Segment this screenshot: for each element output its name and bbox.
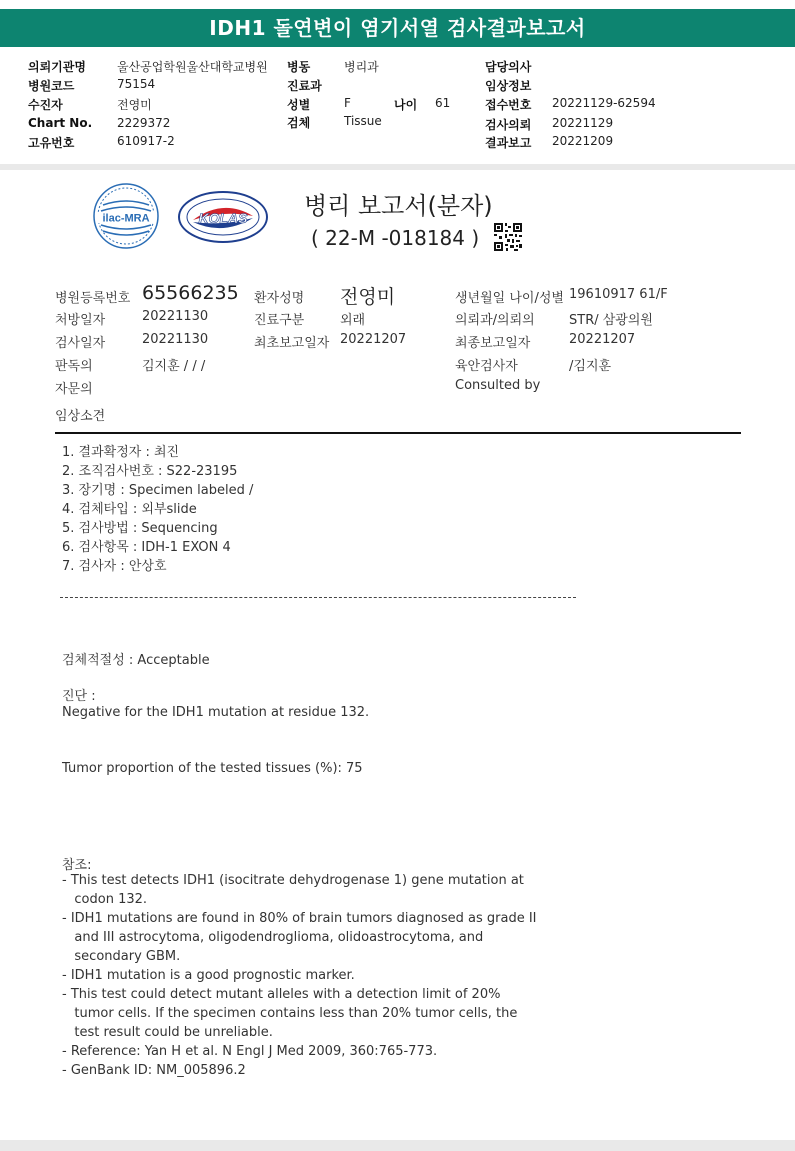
value-pathologist: 김지훈 / / / [142, 359, 206, 374]
ilac-logo-text: ilac-MRA [102, 212, 150, 225]
header-divider [0, 164, 795, 170]
label-prescription-date: 처방일자 [55, 313, 106, 328]
reference-line: - This test detects IDH1 (isocitrate dehydrogenase 1) gene mutation at [62, 873, 524, 888]
header-value-age: 61 [435, 96, 451, 110]
header-label-hospital-code: 병원코드 [28, 79, 75, 93]
header-value-request-date: 20221129 [552, 116, 614, 130]
reference-line: secondary GBM. [62, 949, 181, 964]
header-label-sex: 성별 [287, 98, 311, 112]
header-value-specimen: Tissue [344, 114, 382, 128]
header-label-request-date: 검사의뢰 [485, 118, 532, 132]
header-label-ward: 병동 [287, 60, 311, 74]
label-consulted-by: Consulted by [455, 378, 541, 393]
value-referring-dept: STR/ 삼광의원 [569, 313, 653, 328]
value-patient-name: 전영미 [340, 286, 396, 308]
header-label-institution: 의뢰기관명 [28, 60, 86, 74]
footer-bar [0, 1140, 795, 1151]
item-result-confirmer: 1. 결과확정자 : 최진 [62, 445, 180, 460]
section-divider [55, 432, 741, 434]
label-test-date: 검사일자 [55, 336, 106, 351]
label-registration-no: 병원등록번호 [55, 291, 131, 306]
ilac-mra-logo [93, 183, 159, 249]
kolas-logo-text: KOLAS [198, 210, 248, 226]
reference-line: - GenBank ID: NM_005896.2 [62, 1063, 246, 1078]
reference-line: - IDH1 mutation is a good prognostic marker. [62, 968, 355, 983]
item-tester: 7. 검사자 : 안상호 [62, 559, 167, 574]
label-visit-type: 진료구분 [254, 313, 305, 328]
header-value-chart-no: 2229372 [117, 116, 171, 130]
diagnosis-text: Negative for the IDH1 mutation at residue 132. [62, 705, 370, 720]
reference-title: 참조: [62, 858, 92, 873]
specimen-adequacy: 검체적절성 : Acceptable [62, 653, 210, 668]
header-value-sex: F [344, 96, 351, 110]
reference-line: codon 132. [62, 892, 148, 907]
header-value-unique-no: 610917-2 [117, 134, 175, 148]
header-label-clinical-info: 임상정보 [485, 79, 532, 93]
value-final-report-date: 20221207 [569, 332, 636, 347]
header-label-receipt-no: 접수번호 [485, 98, 532, 112]
header-value-ward: 병리과 [344, 60, 379, 74]
label-referring-dept: 의뢰과/의뢰의 [455, 313, 535, 328]
dashed-divider [60, 597, 576, 598]
header-label-doctor: 담당의사 [485, 60, 532, 74]
header-value-result-date: 20221209 [552, 134, 614, 148]
report-main-title: IDH1 돌연변이 염기서열 검사결과보고서 [209, 16, 586, 40]
item-specimen-type: 4. 검체타입 : 외부slide [62, 502, 197, 517]
item-method: 5. 검사방법 : Sequencing [62, 521, 218, 536]
label-patient-name: 환자성명 [254, 291, 305, 306]
value-birth-age-sex: 19610917 61/F [569, 287, 668, 302]
header-value-hospital-code: 75154 [117, 77, 156, 91]
label-first-report-date: 최초보고일자 [254, 336, 330, 351]
header-label-result-date: 결과보고 [485, 136, 532, 150]
kolas-logo [177, 190, 269, 244]
header-value-patient: 전영미 [117, 98, 152, 112]
item-test-target: 6. 검사항목 : IDH-1 EXON 4 [62, 540, 231, 555]
header-label-department: 진료과 [287, 79, 322, 93]
reference-line: test result could be unreliable. [62, 1025, 273, 1040]
value-first-report-date: 20221207 [340, 332, 407, 347]
item-biopsy-no: 2. 조직검사번호 : S22-23195 [62, 464, 238, 479]
header-value-institution: 울산공업학원울산대학교병원 [117, 60, 268, 74]
report-number: ( 22-M -018184 ) [311, 226, 480, 250]
header-label-unique-no: 고유번호 [28, 136, 75, 150]
report-title-bar [0, 9, 795, 47]
reference-line: - This test could detect mutant alleles with a detection limit of 20% [62, 987, 501, 1002]
reference-line: - IDH1 mutations are found in 80% of brain tumors diagnosed as grade II [62, 911, 537, 926]
reference-line: - Reference: Yan H et al. N Engl J Med 2009, 360:765-773. [62, 1044, 438, 1059]
value-prescription-date: 20221130 [142, 309, 209, 324]
value-registration-no: 65566235 [142, 282, 239, 304]
reference-line: and III astrocytoma, oligodendroglioma, olidoastrocytoma, and [62, 930, 484, 945]
header-label-patient: 수진자 [28, 98, 63, 112]
value-visit-type: 외래 [340, 313, 366, 328]
label-birth-age-sex: 생년월일 나이/성별 [455, 291, 564, 306]
reference-line: tumor cells. If the specimen contains less than 20% tumor cells, the [62, 1006, 518, 1021]
header-label-specimen: 검체 [287, 116, 311, 130]
qr-code-icon [493, 222, 523, 252]
tumor-proportion: Tumor proportion of the tested tissues (%): 75 [62, 761, 363, 776]
header-label-age: 나이 [394, 98, 418, 112]
label-gross-examiner: 육안검사자 [455, 359, 518, 374]
label-clinical-findings: 임상소견 [55, 409, 106, 424]
header-value-receipt-no: 20221129-62594 [552, 96, 656, 110]
label-consultant: 자문의 [55, 382, 93, 397]
diagnosis-label: 진단 : [62, 689, 96, 704]
report-subtitle: 병리 보고서(분자) [304, 192, 493, 220]
value-test-date: 20221130 [142, 332, 209, 347]
label-pathologist: 판독의 [55, 359, 93, 374]
label-final-report-date: 최종보고일자 [455, 336, 531, 351]
header-label-chart-no: Chart No. [28, 116, 93, 130]
value-gross-examiner: /김지훈 [569, 359, 612, 374]
item-organ: 3. 장기명 : Specimen labeled / [62, 483, 254, 498]
